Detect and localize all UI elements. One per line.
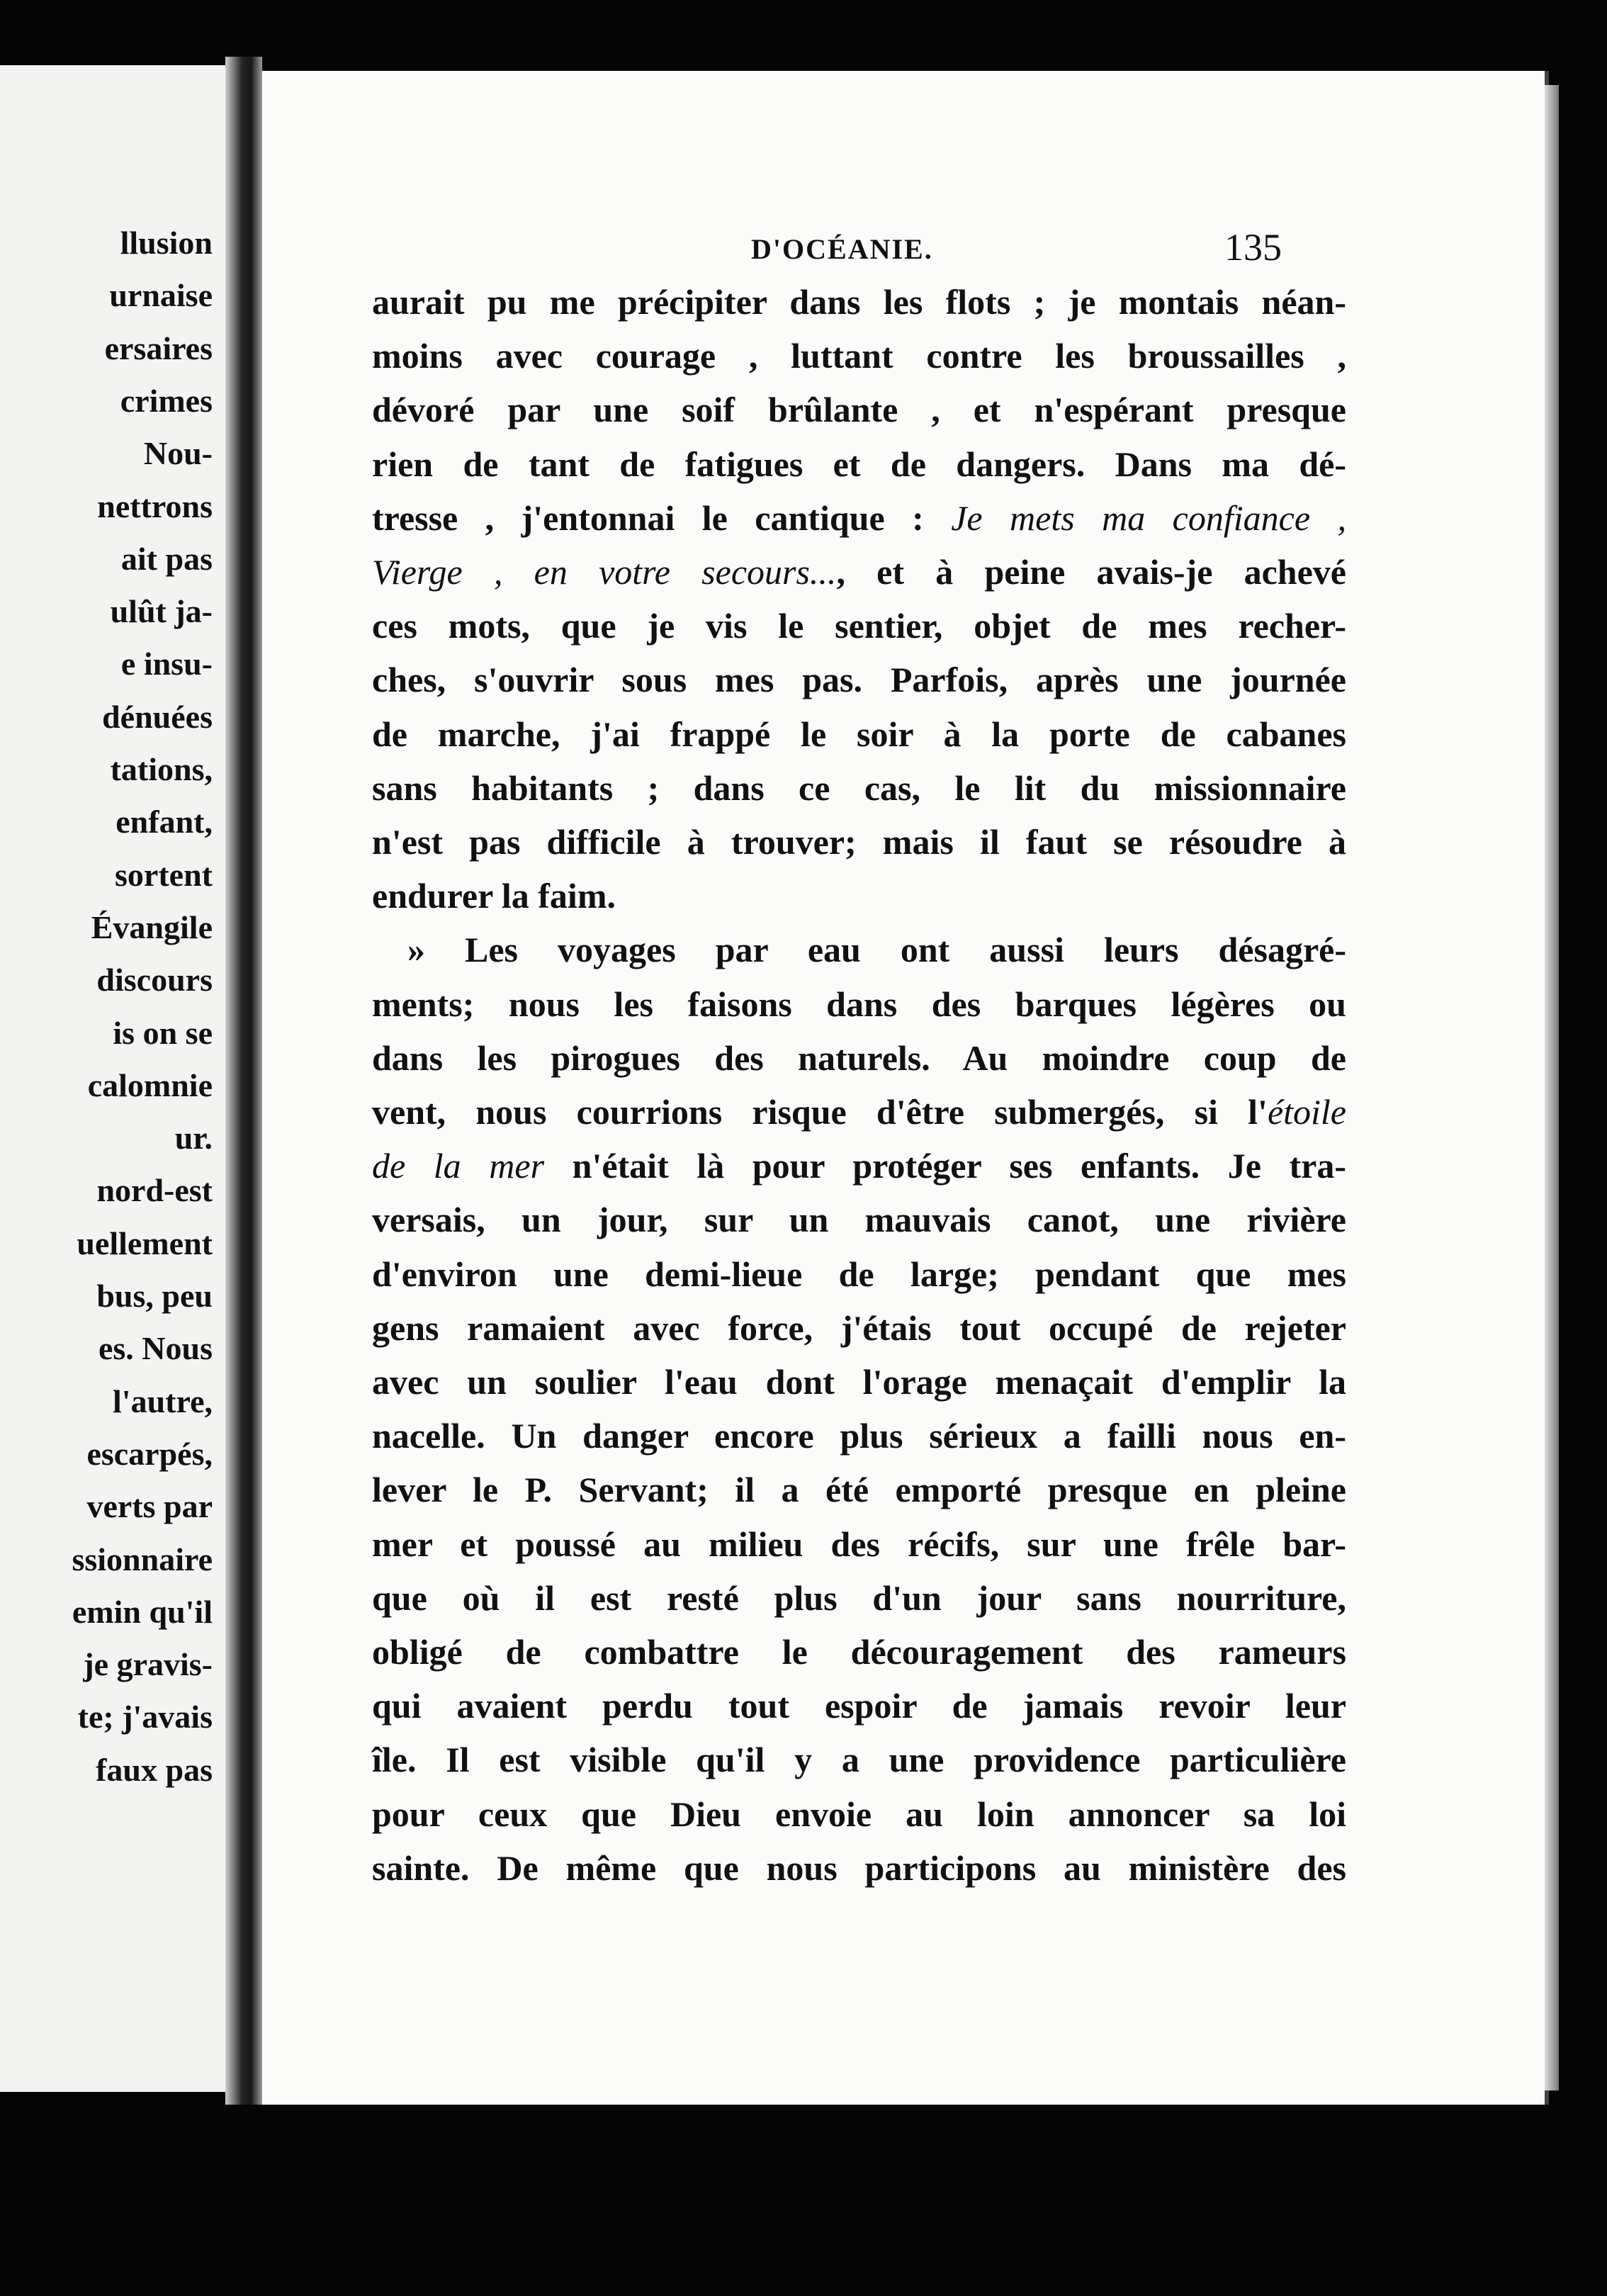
text-run: tresse , j'entonnai le cantique : [372,497,952,538]
text-line [372,1576,1346,1620]
text-line [407,928,1346,972]
left-page-line: bus, peu [96,1278,213,1314]
text-line [372,1036,1346,1080]
text-line [372,1198,1346,1242]
left-page-line: escarpés, [86,1435,213,1472]
text-run: aurait pu me précipiter dans les flots ; je montais néan- [372,282,1346,322]
text-run: rien de tant de fatigues et de dangers. Dans ma dé- [372,444,1346,484]
text-run: nacelle. Un danger encore plus sérieux a failli nous en- [372,1416,1346,1456]
text-line [372,550,1346,594]
text-run: n'était là pour protéger ses enfants. Je tra- [544,1146,1346,1186]
text-run: avec un soulier l'eau dont l'orage menaçait d'emplir la [372,1362,1346,1402]
text-run: sans habitants ; dans ce cas, le lit du missionnaire [372,767,1346,808]
page-number: 135 [1224,226,1282,269]
text-line [372,1630,1346,1674]
text-line [372,1522,1346,1566]
text-run: , et à peine avais-je achevé [836,552,1347,592]
left-page-line: tations, [110,751,213,787]
left-page-line: llusion [120,225,213,261]
text-line [372,496,1346,540]
text-run: mer et poussé au milieu des récifs, sur une frêle bar- [372,1524,1346,1564]
left-page-line: verts par [86,1488,213,1525]
text-line [372,280,1346,324]
left-page-line: enfant, [115,804,213,840]
italic-run: Vierge , en votre secours... [372,552,837,592]
text-run: ments; nous les faisons dans des barques légères ou [372,984,1346,1024]
text-run: ces mots, que je vis le sentier, objet de mes recher- [372,606,1346,646]
text-run: ches, s'ouvrir sous mes pas. Parfois, après une journée [372,660,1346,700]
text-run: gens ramaient avec force, j'étais tout occupé de rejeter [372,1307,1346,1348]
left-page-line: Nou- [143,435,213,472]
left-page-line: ur. [174,1120,213,1157]
text-line [372,604,1346,648]
left-page-line: te; j'avais [77,1699,213,1735]
italic-run: Je mets ma confiance , [951,497,1346,538]
running-head: D'OCÉANIE. [751,233,933,265]
left-page-line: dénuées [102,698,213,735]
left-page-line: ait pas [120,540,213,577]
left-page-line: nord-est [96,1172,213,1209]
left-page-line: ssionnaire [72,1541,213,1577]
text-line [372,874,1346,918]
text-line [372,1738,1346,1782]
text-line [372,442,1346,486]
text-run: dans les pirogues des naturels. Au moindre coup de [372,1037,1346,1078]
text-line [372,1306,1346,1350]
left-page-line: calomnie [87,1067,213,1103]
left-page-line: ersaires [104,330,213,366]
text-line [372,1468,1346,1512]
text-line [372,820,1346,864]
text-run: que où il est resté plus d'un jour sans nourriture, [372,1577,1346,1618]
text-line [372,1252,1346,1296]
left-page-line: discours [96,962,213,998]
text-line [372,1684,1346,1728]
left-page-line: Évangile [91,908,213,945]
left-page-line: emin qu'il [72,1593,213,1630]
left-page-line: nettrons [97,488,213,524]
italic-run: étoile [1267,1092,1346,1132]
text-run: pour ceux que Dieu envoie au loin annoncer sa loi [372,1794,1346,1834]
text-line [372,1846,1346,1890]
text-line [372,1144,1346,1188]
text-run: n'est pas difficile à trouver; mais il faut se résoudre à [372,822,1346,862]
left-page-line: is on se [113,1014,213,1051]
left-page-line: sortent [115,856,213,893]
text-run: » Les voyages par eau ont aussi leurs désagré- [407,930,1346,970]
left-page-line: crimes [120,382,213,419]
text-line [372,982,1346,1026]
text-line [372,1090,1346,1134]
text-run: île. Il est visible qu'il y a une providence particulière [372,1740,1346,1780]
left-page-line: urnaise [109,277,213,314]
text-line [372,1792,1346,1836]
page-edge [1545,85,1559,2090]
text-line [372,766,1346,810]
text-run: obligé de combattre le découragement des rameurs [372,1632,1346,1672]
text-line [372,712,1346,756]
left-page-line: ulût ja- [110,593,213,630]
text-run: dévoré par une soif brûlante , et n'espérant presque [372,390,1346,430]
left-page-line: e insu- [120,646,213,682]
right-page [262,71,1549,2105]
book-gutter [225,57,262,2105]
text-run: lever le P. Servant; il a été emporté presque en pleine [372,1470,1346,1510]
left-page-line: l'autre, [113,1383,213,1419]
text-run: versais, un jour, sur un mauvais canot, une rivière [372,1200,1346,1240]
text-line [372,1414,1346,1458]
text-line [372,658,1346,702]
text-line [372,334,1346,378]
text-run: vent, nous courrions risque d'être submergés, si l' [372,1092,1268,1132]
left-page-fragment [0,65,225,2092]
text-run: d'environ une demi-lieue de large; pendant que mes [372,1254,1346,1294]
text-line [372,388,1346,432]
left-page-line: es. Nous [98,1330,213,1367]
text-run: endurer la faim. [372,876,616,916]
text-line [372,1360,1346,1404]
left-page-line: uellement [77,1225,213,1261]
text-run: sainte. De même que nous participons au ministère des [372,1847,1346,1888]
text-run: de marche, j'ai frappé le soir à la porte de cabanes [372,714,1346,754]
left-page-line: je gravis- [83,1646,213,1683]
text-run: qui avaient perdu tout espoir de jamais revoir leur [372,1686,1346,1726]
left-page-line: faux pas [96,1751,213,1788]
text-run: moins avec courage , luttant contre les broussailles , [372,336,1346,376]
italic-run: de la mer [372,1146,545,1186]
